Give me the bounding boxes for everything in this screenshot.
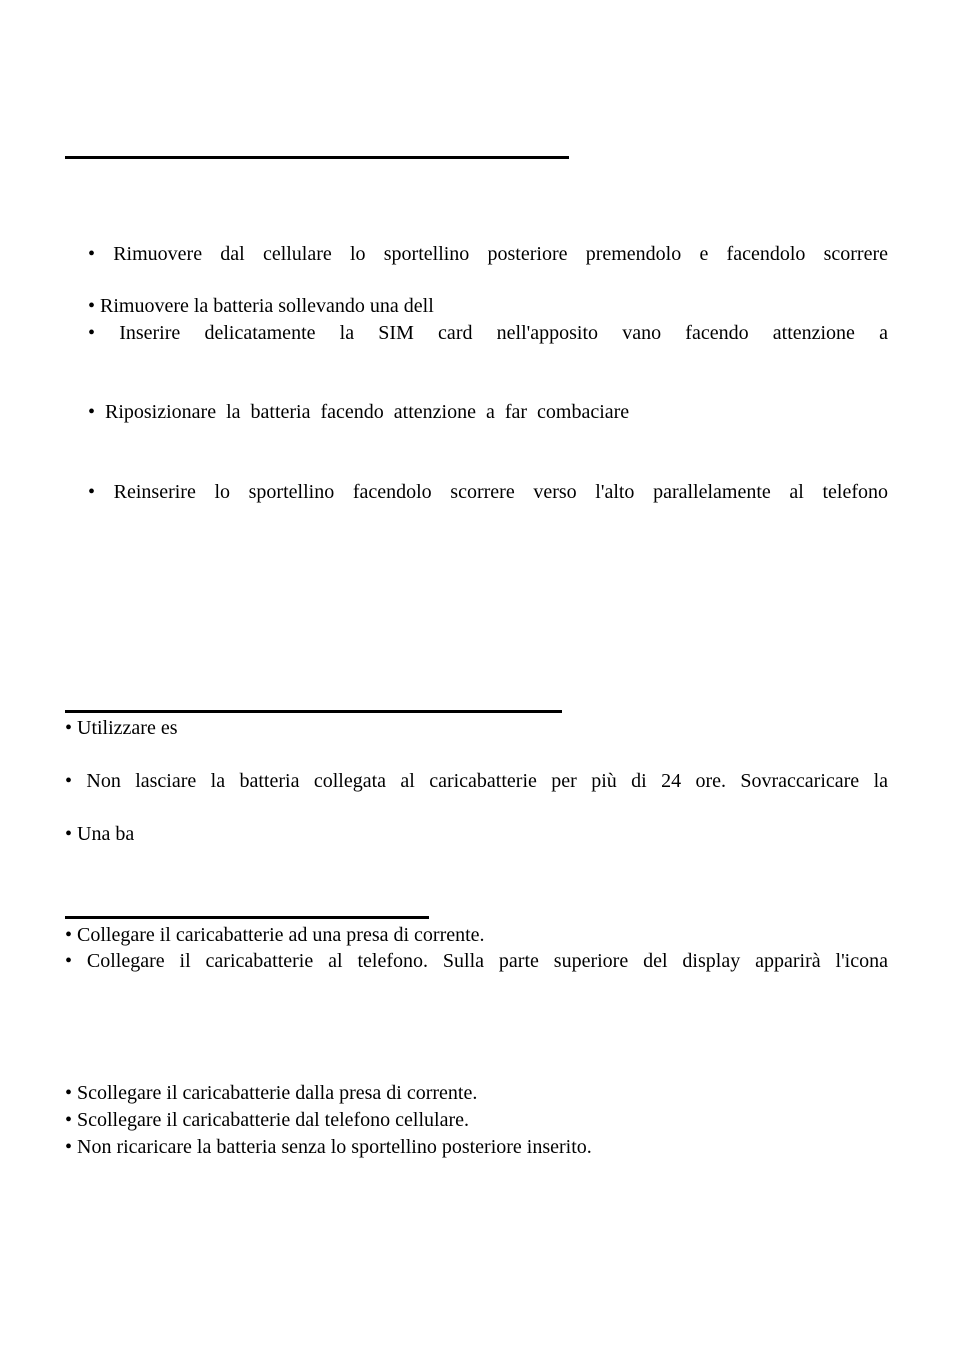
battery-note-use: • Utilizzare es — [65, 717, 178, 739]
charging-after-no-cover-warning: • Non ricaricare la batteria senza lo sportellino posteriore inserito. — [65, 1136, 592, 1158]
section-divider-install — [65, 156, 569, 159]
charging-after-unplug-outlet: • Scollegare il caricabatterie dalla presa di corrente. — [65, 1082, 478, 1104]
section-divider-battery — [65, 710, 562, 713]
charging-step-plug-phone: • Collegare il caricabatterie al telefono. Sulla parte superiore del display apparirà l'icona — [65, 950, 888, 972]
battery-note-used: • Una ba — [65, 823, 135, 845]
charging-after-unplug-phone: • Scollegare il caricabatterie dal telefono cellulare. — [65, 1109, 470, 1131]
battery-note-overcharge: • Non lasciare la batteria collegata al caricabatterie per più di 24 ore. Sovraccaricare la — [65, 770, 888, 792]
charging-step-plug-outlet: • Collegare il caricabatterie ad una presa di corrente. — [65, 924, 485, 946]
install-step-remove-cover: • Rimuovere dal cellulare lo sportellino posteriore premendolo e facendolo scorrere — [88, 243, 888, 265]
install-step-reposition-battery: • Riposizionare la batteria facendo attenzione a far combaciare — [88, 401, 630, 423]
install-step-insert-sim: • Inserire delicatamente la SIM card nell'apposito vano facendo attenzione a — [88, 322, 888, 344]
install-step-remove-battery: • Rimuovere la batteria sollevando una dell — [88, 295, 434, 317]
install-step-reinsert-cover: • Reinserire lo sportellino facendolo scorrere verso l'alto parallelamente al telefono — [88, 481, 888, 503]
section-divider-charging — [65, 916, 429, 919]
